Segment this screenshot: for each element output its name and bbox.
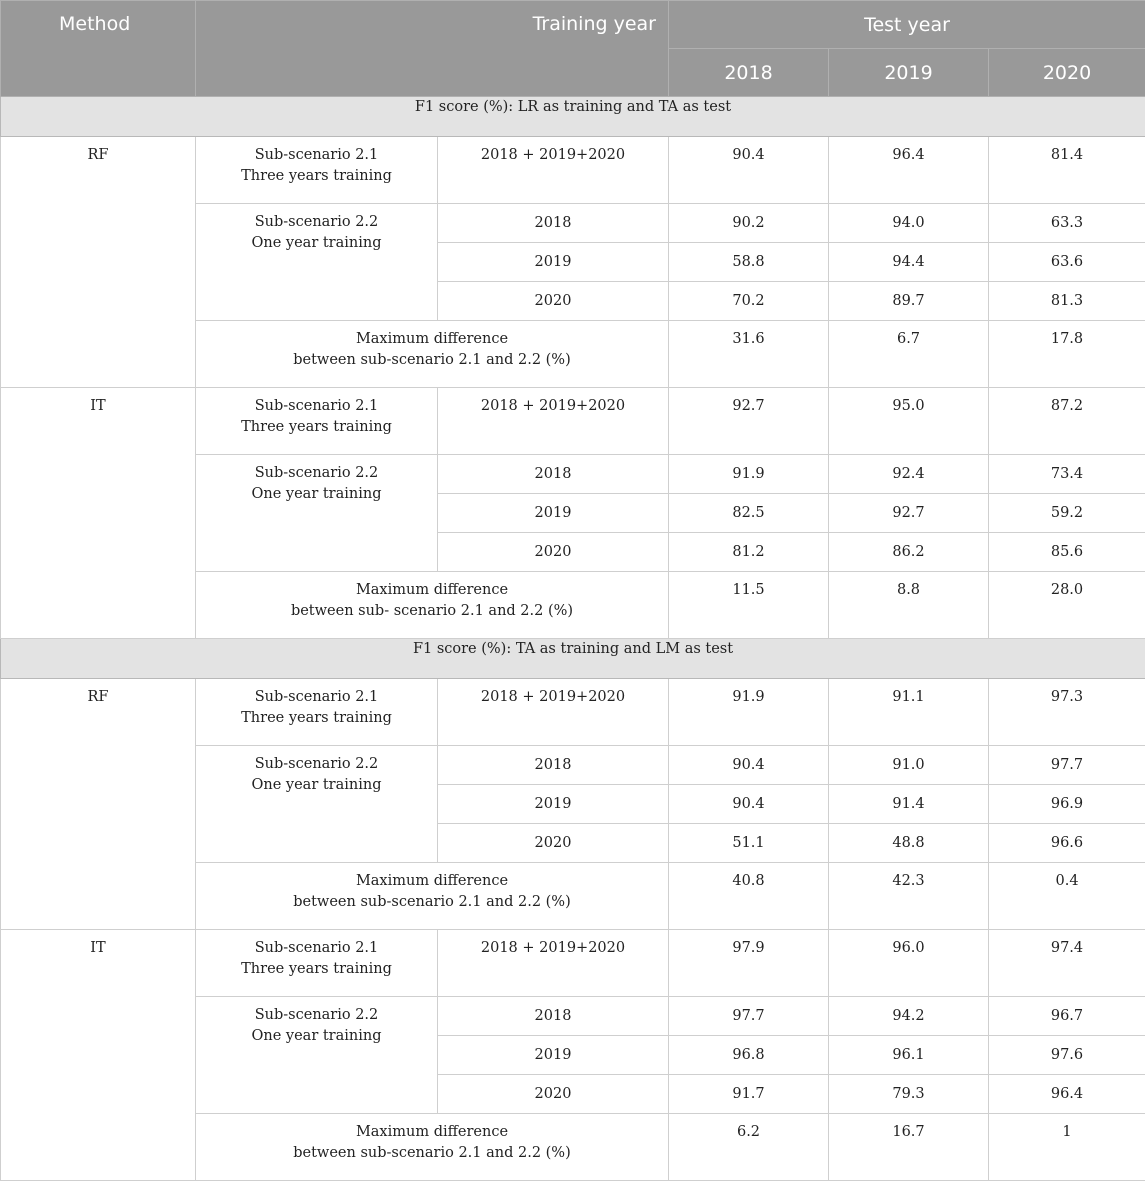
value-cell: 58.8 [669, 243, 829, 282]
scenario-label [196, 997, 438, 1114]
cell-line: between sub-scenario 2.1 and 2.2 (%) [196, 1143, 668, 1164]
value-cell: 90.4 [669, 746, 829, 785]
value-cell: 97.9 [669, 930, 829, 997]
value-cell: 6.2 [669, 1114, 829, 1181]
value-cell: 91.9 [669, 455, 829, 494]
scenario-label [196, 679, 438, 746]
method-name: IT [1, 930, 196, 1181]
training-year-cell: 2018 [438, 746, 669, 785]
value-cell: 97.7 [669, 997, 829, 1036]
cell-line: between sub- scenario 2.1 and 2.2 (%) [196, 601, 668, 622]
max-difference-label [196, 1114, 669, 1181]
training-year-cell: 2019 [438, 243, 669, 282]
cell-line: One year training [196, 1026, 437, 1047]
header-test-year: Test year [669, 1, 1145, 49]
value-cell: 63.6 [989, 243, 1145, 282]
scenario-label [196, 930, 438, 997]
scenario-label [196, 746, 438, 863]
training-year-cell: 2019 [438, 785, 669, 824]
value-cell: 1 [989, 1114, 1145, 1181]
cell-line: One year training [196, 233, 437, 254]
value-cell: 82.5 [669, 494, 829, 533]
scenario-label [196, 455, 438, 572]
value-cell: 6.7 [829, 321, 989, 388]
cell-line: Sub-scenario 2.1 [196, 938, 437, 959]
value-cell: 96.9 [989, 785, 1145, 824]
value-cell: 96.4 [989, 1075, 1145, 1114]
value-cell: 87.2 [989, 388, 1145, 455]
value-cell: 11.5 [669, 572, 829, 639]
value-cell: 94.0 [829, 204, 989, 243]
training-year-cell: 2018 [438, 455, 669, 494]
value-cell: 31.6 [669, 321, 829, 388]
value-cell: 91.9 [669, 679, 829, 746]
value-cell: 97.3 [989, 679, 1145, 746]
method-name: RF [1, 137, 196, 388]
cell-line: Maximum difference [196, 580, 668, 601]
training-year-cell: 2020 [438, 824, 669, 863]
cell-line: Sub-scenario 2.2 [196, 754, 437, 775]
section-header-row [1, 639, 1145, 679]
value-cell: 92.4 [829, 455, 989, 494]
cell-line: Three years training [196, 166, 437, 187]
training-year-cell: 2020 [438, 282, 669, 321]
value-cell: 28.0 [989, 572, 1145, 639]
value-cell: 0.4 [989, 863, 1145, 930]
value-cell: 51.1 [669, 824, 829, 863]
value-cell: 42.3 [829, 863, 989, 930]
value-cell: 40.8 [669, 863, 829, 930]
value-cell: 90.4 [669, 137, 829, 204]
cell-line: Sub-scenario 2.2 [196, 212, 437, 233]
cell-line: Sub-scenario 2.2 [196, 1005, 437, 1026]
cell-line: Maximum difference [196, 329, 668, 350]
cell-line: Sub-scenario 2.2 [196, 463, 437, 484]
training-year-cell: 2018 + 2019+2020 [438, 679, 669, 746]
scenario-label [196, 388, 438, 455]
value-cell: 59.2 [989, 494, 1145, 533]
header-year-2018: 2018 [669, 49, 829, 97]
scenario-label [196, 204, 438, 321]
value-cell: 63.3 [989, 204, 1145, 243]
cell-line: between sub-scenario 2.1 and 2.2 (%) [196, 350, 668, 371]
value-cell: 90.2 [669, 204, 829, 243]
cell-line: Sub-scenario 2.1 [196, 687, 437, 708]
training-year-cell: 2019 [438, 494, 669, 533]
value-cell: 96.1 [829, 1036, 989, 1075]
value-cell: 96.6 [989, 824, 1145, 863]
table-row [1, 679, 1145, 746]
section-header-row [1, 97, 1145, 137]
value-cell: 95.0 [829, 388, 989, 455]
value-cell: 92.7 [829, 494, 989, 533]
training-year-cell: 2018 + 2019+2020 [438, 137, 669, 204]
table-body [1, 97, 1145, 1181]
value-cell: 92.7 [669, 388, 829, 455]
value-cell: 81.3 [989, 282, 1145, 321]
training-year-cell: 2019 [438, 1036, 669, 1075]
cell-line: between sub-scenario 2.1 and 2.2 (%) [196, 892, 668, 913]
value-cell: 70.2 [669, 282, 829, 321]
value-cell: 91.0 [829, 746, 989, 785]
value-cell: 91.4 [829, 785, 989, 824]
cell-line: Three years training [196, 708, 437, 729]
cell-line: One year training [196, 484, 437, 505]
value-cell: 96.7 [989, 997, 1145, 1036]
cell-line: One year training [196, 775, 437, 796]
value-cell: 96.0 [829, 930, 989, 997]
method-name: RF [1, 679, 196, 930]
value-cell: 85.6 [989, 533, 1145, 572]
cell-line: Three years training [196, 417, 437, 438]
table-row [1, 137, 1145, 204]
value-cell: 16.7 [829, 1114, 989, 1181]
method-name: IT [1, 388, 196, 639]
cell-line: Maximum difference [196, 1122, 668, 1143]
training-year-cell: 2018 + 2019+2020 [438, 930, 669, 997]
value-cell: 8.8 [829, 572, 989, 639]
training-year-cell: 2018 + 2019+2020 [438, 388, 669, 455]
value-cell: 94.2 [829, 997, 989, 1036]
value-cell: 48.8 [829, 824, 989, 863]
value-cell: 97.4 [989, 930, 1145, 997]
value-cell: 97.7 [989, 746, 1145, 785]
cell-line: Three years training [196, 959, 437, 980]
value-cell: 90.4 [669, 785, 829, 824]
cell-line: Sub-scenario 2.1 [196, 396, 437, 417]
value-cell: 86.2 [829, 533, 989, 572]
value-cell: 96.8 [669, 1036, 829, 1075]
header-year-2020: 2020 [989, 49, 1145, 97]
max-difference-label [196, 321, 669, 388]
value-cell: 81.2 [669, 533, 829, 572]
max-difference-label [196, 863, 669, 930]
training-year-cell: 2018 [438, 997, 669, 1036]
value-cell: 97.6 [989, 1036, 1145, 1075]
value-cell: 94.4 [829, 243, 989, 282]
header-training-year: Training year [196, 1, 669, 97]
cell-line: Sub-scenario 2.1 [196, 145, 437, 166]
value-cell: 89.7 [829, 282, 989, 321]
training-year-cell: 2020 [438, 1075, 669, 1114]
header-method: Method [1, 1, 196, 97]
max-difference-label [196, 572, 669, 639]
training-year-cell: 2018 [438, 204, 669, 243]
value-cell: 91.7 [669, 1075, 829, 1114]
section-title: F1 score (%): TA as training and LM as test [1, 639, 1145, 679]
value-cell: 96.4 [829, 137, 989, 204]
table-row [1, 930, 1145, 997]
table-row [1, 388, 1145, 455]
value-cell: 81.4 [989, 137, 1145, 204]
cell-line: Maximum difference [196, 871, 668, 892]
value-cell: 91.1 [829, 679, 989, 746]
value-cell: 73.4 [989, 455, 1145, 494]
value-cell: 79.3 [829, 1075, 989, 1114]
header-year-2019: 2019 [829, 49, 989, 97]
value-cell: 17.8 [989, 321, 1145, 388]
training-year-cell: 2020 [438, 533, 669, 572]
section-title: F1 score (%): LR as training and TA as test [1, 97, 1145, 137]
scenario-label [196, 137, 438, 204]
